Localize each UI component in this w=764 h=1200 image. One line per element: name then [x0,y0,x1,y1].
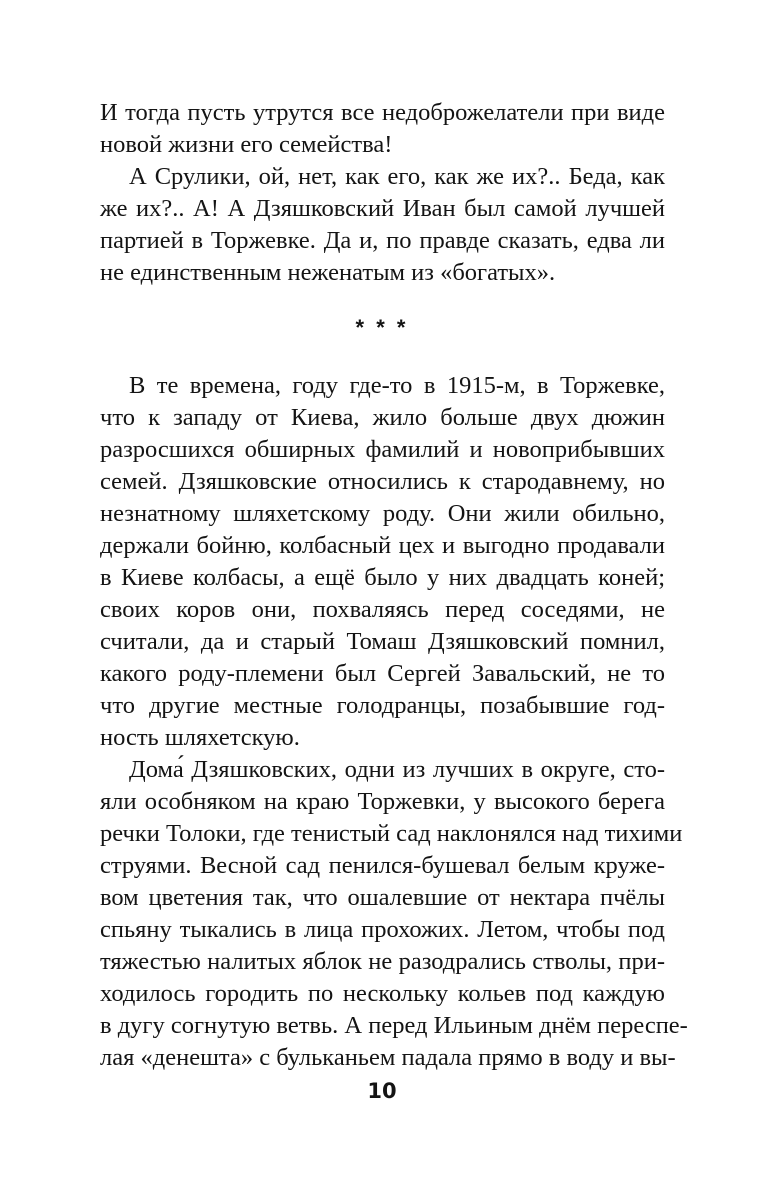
text-line: партией в Торжевке. Да и, по правде сказать, едва ли [100,227,665,254]
text-line: лая «денешта» с бульканьем падала прямо в воду и вы- [100,1044,676,1071]
text-line: разросшихся обширных фамилий и новоприбывших [100,436,665,463]
text-line: ность шляхетскую. [100,724,300,751]
text-line: же их?.. А! А Дзяшковский Иван был самой лучшей [100,195,665,222]
text-line: незнатному шляхетскому роду. Они жили обильно, [100,500,665,527]
text-line: ходилось городить по нескольку кольев под каждую [100,980,665,1007]
page-number: 10 [367,1079,397,1103]
text-line: что другие местные голодранцы, позабывшие год- [100,692,665,719]
text-line: речки Толоки, где тенистый сад наклонялся над тихими [100,820,683,847]
text-line: не единственным неженатым из «богатых». [100,259,556,286]
text-line: И тогда пусть утрутся все недоброжелатели при виде [100,99,665,126]
text-line: А Срулики, ой, нет, как его, как же их?.. Беда, как [129,163,665,190]
text-line: струями. Весной сад пенился-бушевал белым круже- [100,852,665,879]
text-line: держали бойню, колбасный цех и выгодно продавали [100,532,665,559]
text-line: какого роду-племени был Сергей Завальский, не то [100,660,665,687]
text-line: В те времена, году где-то в 1915-м, в Торжевке, [129,372,665,399]
text-line: считали, да и старый Томаш Дзяшковский помнил, [100,628,665,655]
text-line: спьяну тыкались в лица прохожих. Летом, чтобы под [100,916,665,943]
text-line: тяжестью налитых яблок не разодрались стволы, при- [100,948,665,975]
text-line: новой жизни его семейства! [100,131,393,158]
text-line: семей. Дзяшковские относились к стародавнему, но [100,468,665,495]
text-line: в Киеве колбасы, а ещё было у них двадцать коней; [100,564,665,591]
text-line: своих коров они, похваляясь перед соседями, не [100,596,665,623]
text-line: в дугу согнутую ветвь. А перед Ильиным днём переспе- [100,1012,688,1039]
text-line: яли особняком на краю Торжевки, у высокого берега [100,788,665,815]
section-separator: * * * [355,315,409,340]
text-line: вом цветения так, что ошалевшие от нектара пчёлы [100,884,665,911]
text-line: Дома́ Дзяшковских, одни из лучших в округе, сто- [129,756,665,783]
text-line: что к западу от Киева, жило больше двух дюжин [100,404,665,431]
